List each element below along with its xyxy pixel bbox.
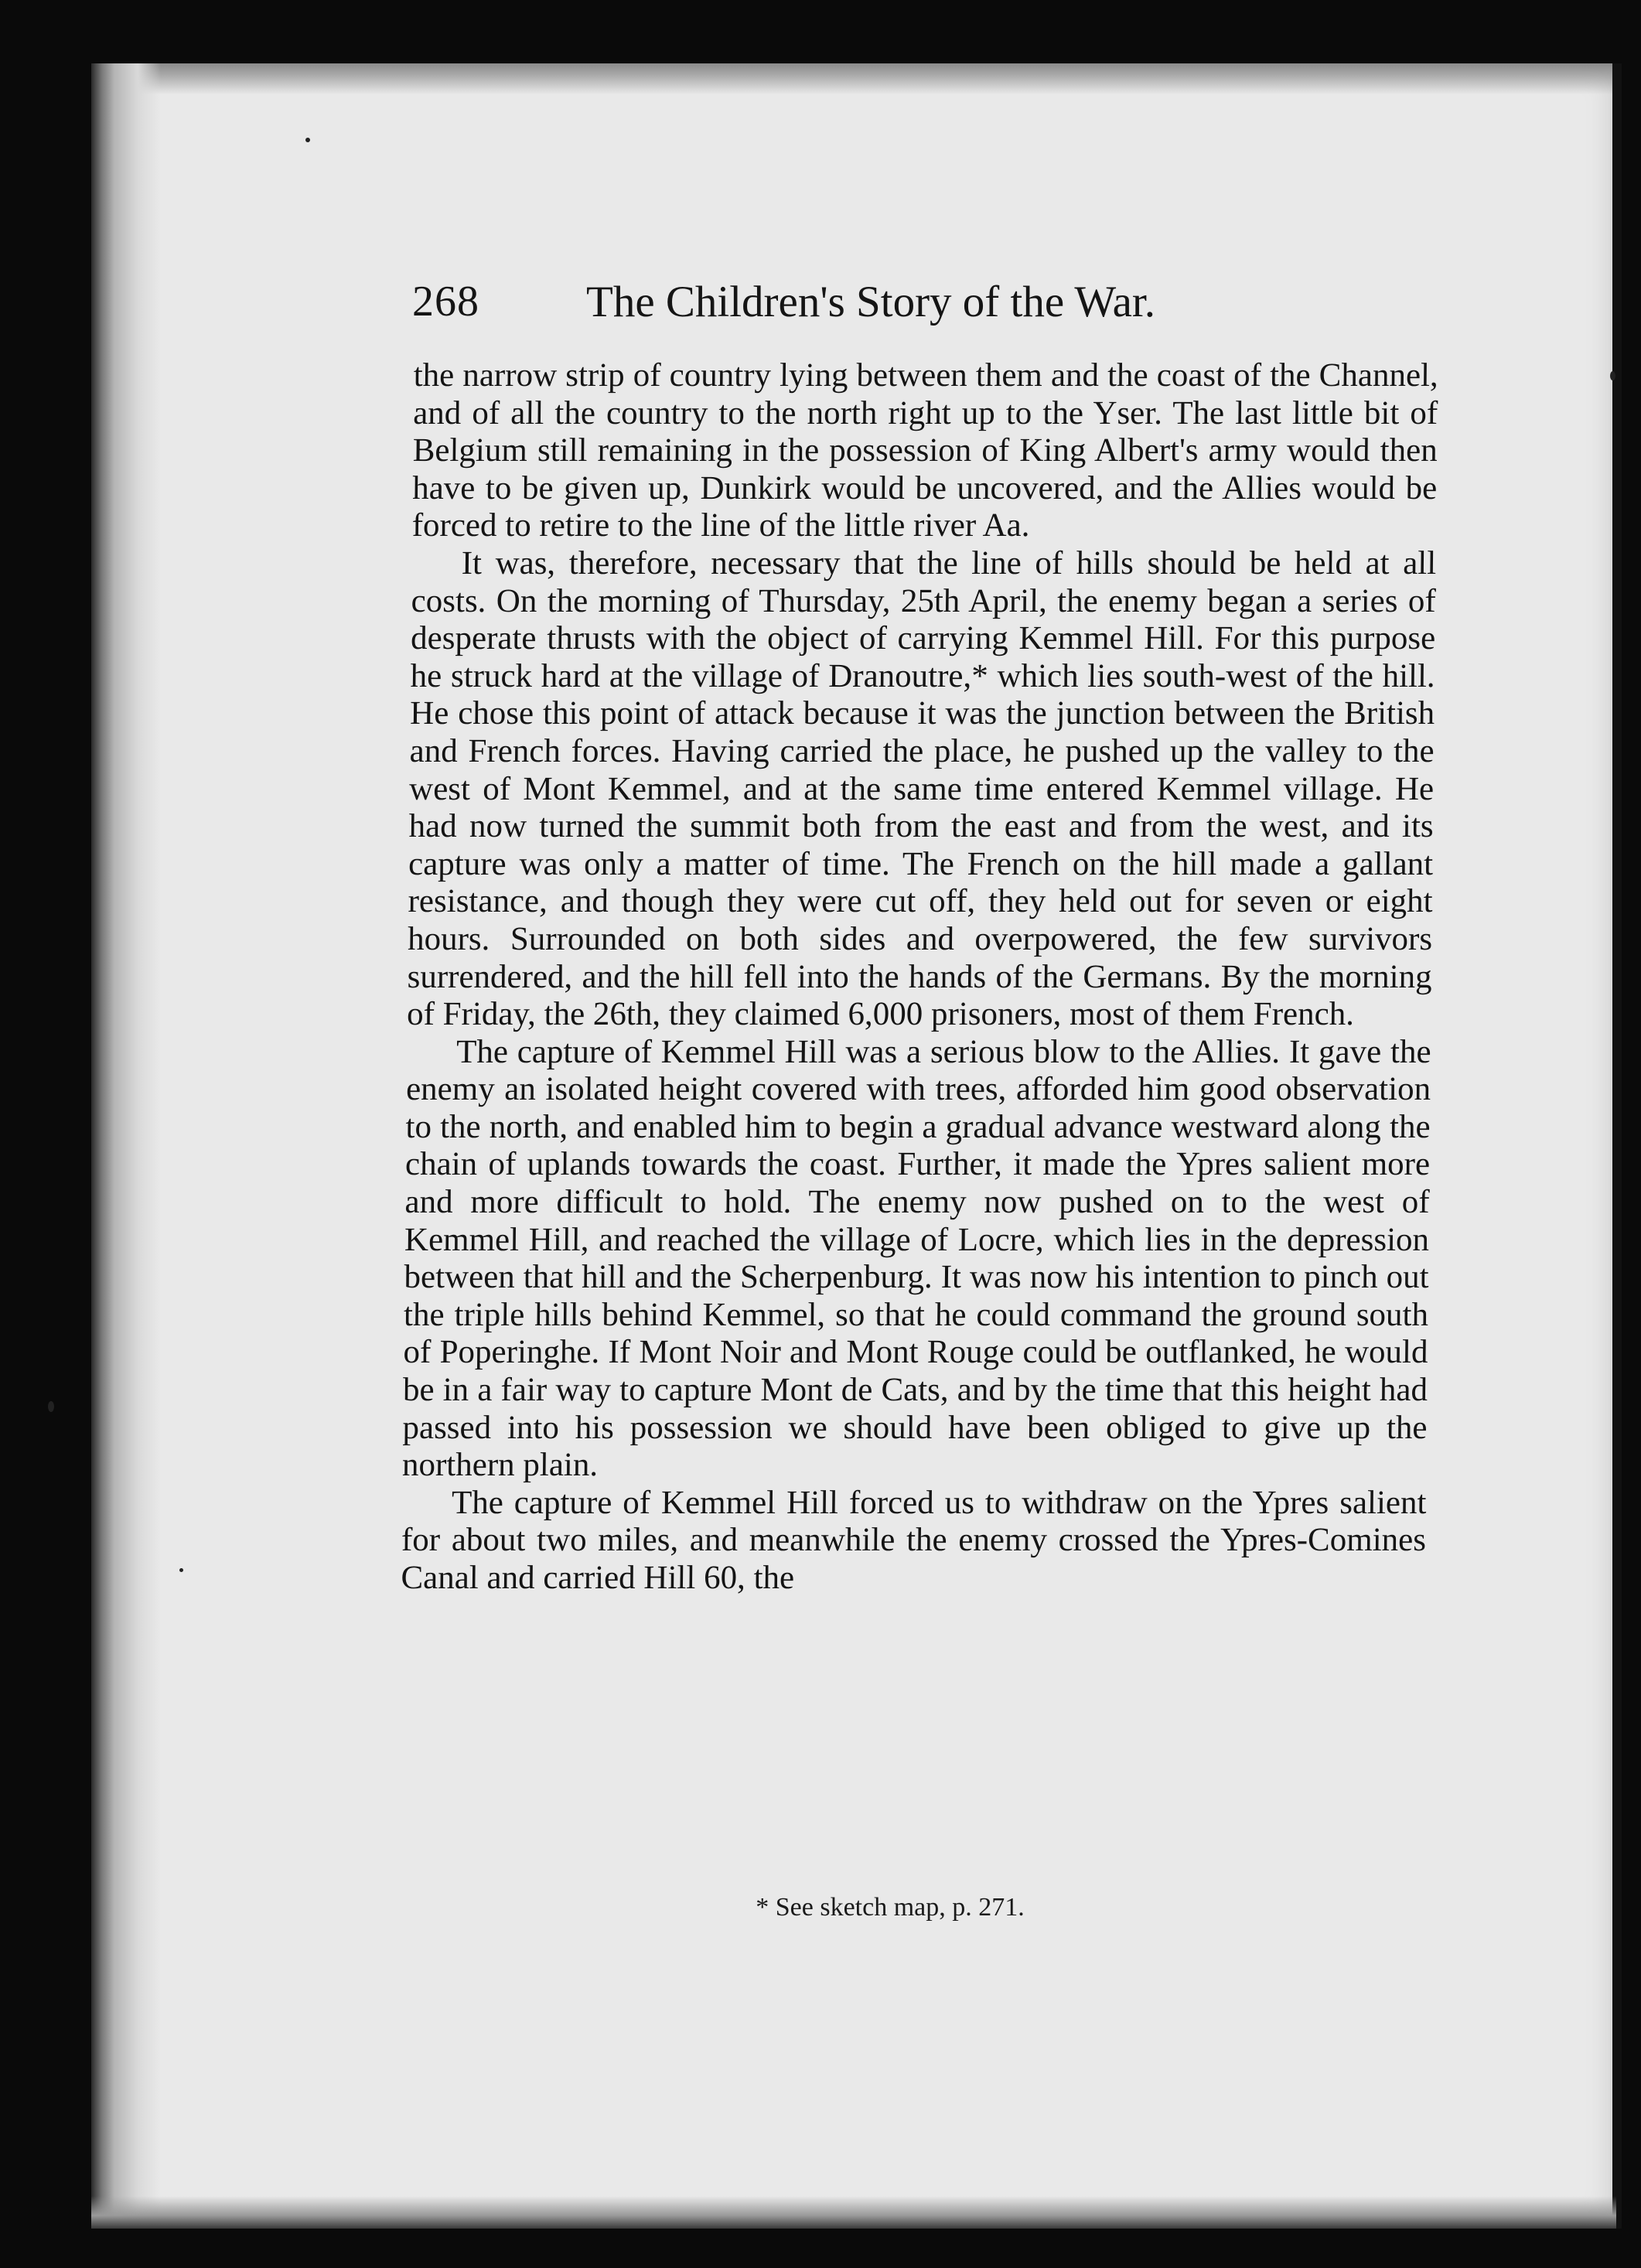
paragraph-2: It was, therefore, necessary that the line of hills should be held at all costs. On the morning of Thursday, 25th April, the enemy began a series of desperate thrusts with the object of carrying Kemmel Hill. For this purpose he struck hard at the village of Dranoutre,* which lies south-west of the hill. He chose this point of attack because it was the junction between the British and French forces. Having carried the place, he pushed up the valley to the west of Mont Kemmel, and at the same time entered Kemmel village. He had now turned the summit both from the east and from the west, and its capture was only a matter of time. The French on the hill made a gallant resistance, and though they were cut off, they held out for seven or eight hours. Surrounded on both sides and overpowered, the few survivors surrendered, and the hill fell into the hands of the Germans. By the morning of Friday, the 26th, they claimed 6,000 prisoners, most of them French. [406, 544, 1437, 1033]
page-edge-bottom [91, 2196, 1616, 2229]
paragraph-4: The capture of Kemmel Hill forced us to withdraw on the Ypres salient for about two miles, and meanwhile the enemy crossed the Ypres-Comines Canal and carried Hill 60, the [401, 1484, 1427, 1596]
page-header [412, 277, 1541, 331]
page-number: 268 [412, 278, 479, 326]
paragraph-1: the narrow strip of country lying between them and the coast of the Channel, and of all the country to the north right up to the Yser. The last little bit of Belgium still remaining in the possession of King Albert's army would then have to be given up, Dunkirk would be uncovered, and the Allies would be forced to retire to the line of the little river Aa. [411, 357, 1438, 544]
paragraph-3: The capture of Kemmel Hill was a serious blow to the Allies. It gave the enemy an isolated height covered with trees, afforded him good observation to the north, and enabled him to begin a gradual advance westward along the chain of uplands towards the coast. Further, it made the Ypres salient more and more difficult to hold. The enemy now pushed on to the west of Kemmel Hill, and reached the village of Locre, which lies in the depression between that hill and the Scherpenburg. It was now his intention to pinch out the triple hills behind Kemmel, so that he could command the ground south of Poperinghe. If Mont Noir and Mont Rouge could be outflanked, he would be in a fair way to capture Mont de Cats, and by the time that this height had passed into his possession we should have been obliged to give up the northern plain. [401, 1033, 1431, 1484]
running-title: The Children's Story of the War. [586, 278, 1156, 326]
footnote: * See sketch map, p. 271. [756, 1893, 1025, 1922]
page-edge-top [91, 63, 1616, 94]
body-text [401, 357, 1438, 1598]
